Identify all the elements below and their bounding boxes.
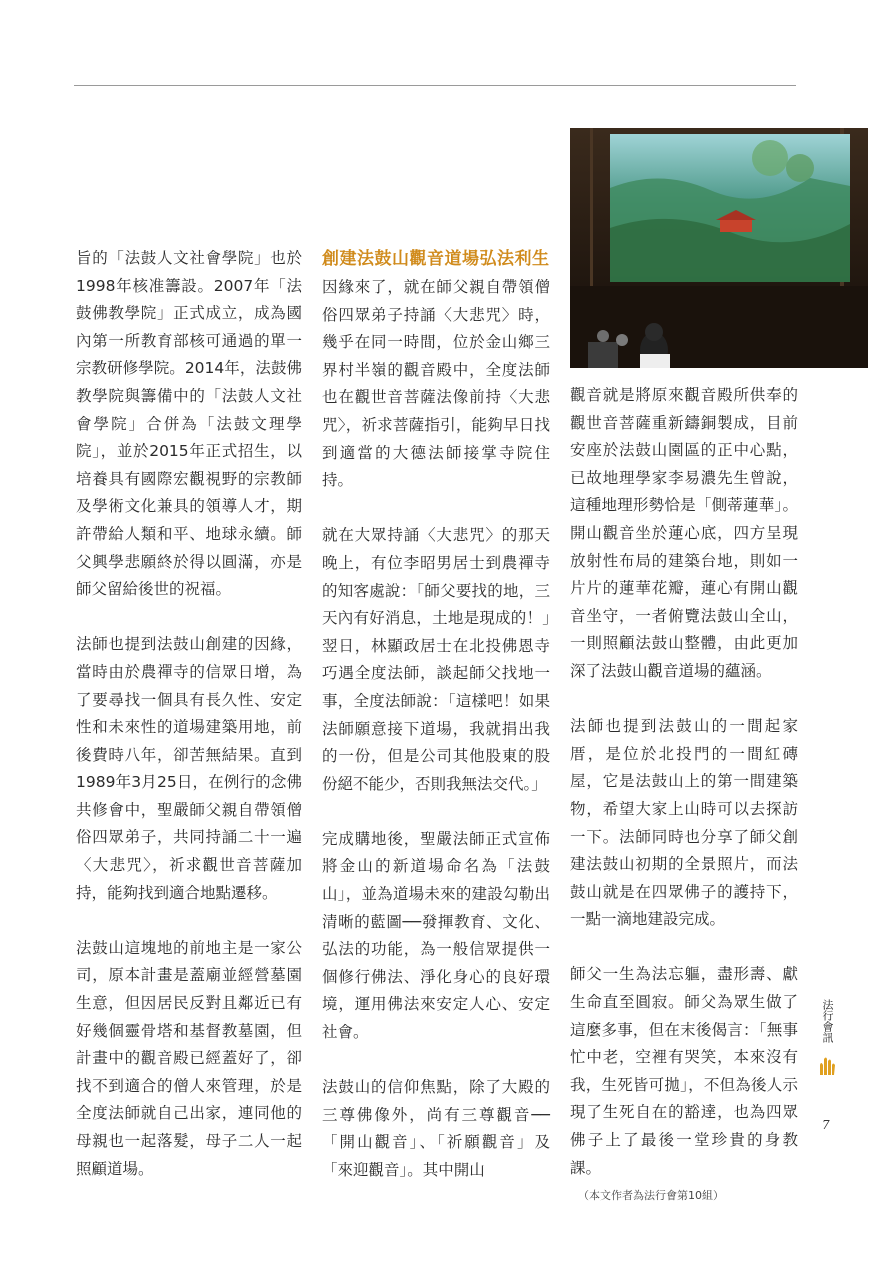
paragraph: 就在大眾持誦〈大悲咒〉的那天晚上，有位李昭男居士到農禪寺的知客處說：「師父要找的地，三天內有好消息，土地是現成的！」翌日，林顯政居士在北投佛恩寺巧遇全度法師，談起師父找地一事，全度法師說：「這樣吧！如果法師願意接下道場，我就捐出我的一份，但是公司其他股東的股份絕不能少，否則我無法交代。」 (322, 526, 550, 793)
paragraph: 法鼓山這塊地的前地主是一家公司，原本計畫是蓋廟並經營墓園生意，但因居民反對且鄰近已有好幾個靈骨塔和基督教墓園，但計畫中的觀音殿已經蓋好了，卻找不到適合的僧人來管理，於是全度法師就自己出家，連同他的母親也一起落髮，母子二人一起照顧道場。 (76, 938, 302, 1178)
column-1 (76, 245, 302, 1211)
column-2 (322, 246, 550, 1212)
paragraph: 法師也提到法鼓山創建的因緣，當時由於農禪寺的信眾日增，為了要尋找一個具有長久性、安定性和未來性的道場建築用地，前後費時八年，卻苦無結果。直到1989年3月25日，在例行的念佛共修會中，聖嚴師父親自帶領僧俗四眾弟子，共同持誦二十一遍〈大悲咒〉，祈求觀世音菩薩加持，能夠找到適合地點遷移。 (76, 635, 302, 902)
page-number: 7 (822, 1118, 830, 1132)
paragraph: 法鼓山的信仰焦點，除了大殿的三尊佛像外，尚有三尊觀音──「開山觀音」、「祈願觀音」及「來迎觀音」。其中開山 (322, 1078, 550, 1179)
paragraph: 完成購地後，聖嚴法師正式宣佈將金山的新道場命名為「法鼓山」，並為道場未來的建設勾勒出清晰的藍圖──發揮教育、文化、弘法的功能，為一般信眾提供一個修行佛法、淨化身心的良好環境，運用佛法來安定人心、安定社會。 (322, 829, 550, 1042)
top-divider-rule (74, 85, 796, 86)
paragraph: 因緣來了，就在師父親自帶領僧俗四眾弟子持誦〈大悲咒〉時，幾乎在同一時間，位於金山鄉三界村半嶺的觀音殿中，全度法師也在觀世音菩薩法像前持〈大悲咒〉，祈求菩薩指引，能夠早日找到適當的大德法師接掌寺院住持。 (322, 278, 550, 490)
column-3 (570, 382, 798, 1204)
lecture-photo-illustration (570, 128, 868, 368)
lecture-photo (570, 128, 868, 368)
publication-name: 法行會訊 (821, 999, 834, 1043)
paragraph: 法師也提到法鼓山的一間起家厝，是位於北投門的一間紅磚屋，它是法鼓山上的第一間建築物，希望大家上山時可以去探訪一下。法師同時也分享了師父創建法鼓山初期的全景照片，而法鼓山就是在四眾佛子的護持下，一點一滴地建設完成。 (570, 717, 798, 929)
publication-brand (812, 995, 842, 1081)
section-heading: 創建法鼓山觀音道場弘法利生 (322, 249, 550, 269)
author-note: （本文作者為法行會第10組） (578, 1188, 724, 1202)
paragraph: 師父一生為法忘軀，盡形壽、獻生命直至圓寂。師父為眾生做了這麼多事，但在末後偈言：「無事忙中老，空裡有哭笑，本來沒有我，生死皆可拋」，不但為後人示現了生死自在的豁達，也為四眾佛子上了最後一堂珍貴的身教課。 (570, 965, 798, 1177)
hands-logo-icon (816, 1055, 838, 1077)
paragraph: 觀音就是將原來觀音殿所供奉的觀世音菩薩重新鑄銅製成，目前安座於法鼓山園區的正中心點，已故地理學家李易濃先生曾說，這種地理形勢恰是「側蒂蓮華」。開山觀音坐於蓮心底，四方呈現放射性布局的建築台地，則如一片片的蓮華花瓣，蓮心有開山觀音坐守，一者俯覽法鼓山全山，一則照顧法鼓山整體，由此更加深了法鼓山觀音道場的蘊涵。 (570, 386, 798, 680)
paragraph: 旨的「法鼓人文社會學院」也於1998年核准籌設。2007年「法鼓佛教學院」正式成立，成為國內第一所教育部核可通過的單一宗教研修學院。2014年，法鼓佛教學院與籌備中的「法鼓人文社會學院」合併為「法鼓文理學院」，並於2015年正式招生，以培養具有國際宏觀視野的宗教師及學術文化兼具的領導人才，期許帶給人類和平、地球永續。師父興學悲願終於得以圓滿，亦是師父留給後世的祝福。 (76, 249, 302, 599)
